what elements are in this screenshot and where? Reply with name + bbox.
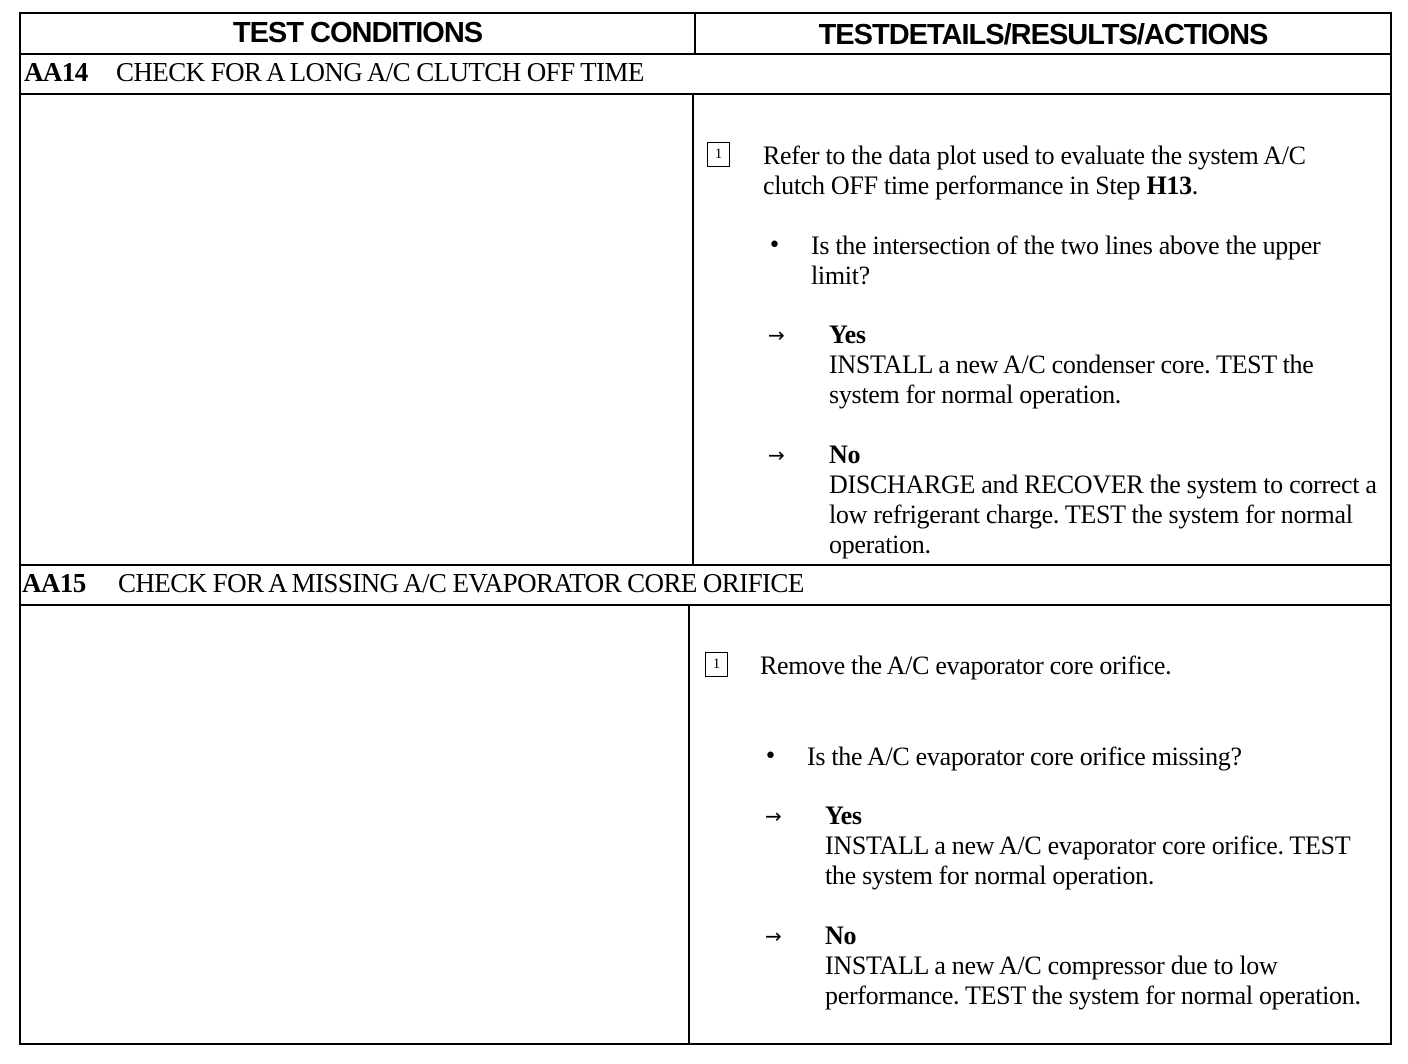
aa15-code: AA15 xyxy=(22,568,86,598)
aa14-step-ref: H13 xyxy=(1146,171,1192,200)
aa14-no-label: No xyxy=(829,440,861,469)
aa15-yes-label: Yes xyxy=(825,801,862,830)
aa14-step-number: 1 xyxy=(707,142,730,167)
aa14-bullet: • xyxy=(768,233,781,258)
header-test-details: TESTDETAILS/RESULTS/ACTIONS xyxy=(818,18,1268,51)
table-border-right xyxy=(1390,12,1392,1045)
aa15-no-action: INSTALL a new A/C compressor due to low performance. TEST the system for normal operation. xyxy=(825,951,1361,1010)
section-divider xyxy=(19,564,1392,566)
aa14-no-action: DISCHARGE and RECOVER the system to correct a low refrigerant charge. TEST the system for normal operation. xyxy=(829,470,1377,559)
aa14-title-row xyxy=(24,57,644,88)
table-border-bottom xyxy=(19,1043,1392,1045)
aa15-no-arrow: → xyxy=(765,924,782,948)
column-divider-aa14 xyxy=(692,93,694,566)
aa14-yes-action: INSTALL a new A/C condenser core. TEST the system for normal operation. xyxy=(829,350,1314,409)
aa14-no-arrow: → xyxy=(768,443,785,467)
aa14-title-divider xyxy=(19,93,1392,95)
aa15-bullet: • xyxy=(764,744,777,769)
aa15-title-divider xyxy=(19,604,1392,606)
aa14-step-text xyxy=(763,141,1363,201)
header-test-conditions: TEST CONDITIONS xyxy=(232,16,483,49)
aa15-question: Is the A/C evaporator core orifice missing? xyxy=(807,742,1242,771)
aa15-title: CHECK FOR A MISSING A/C EVAPORATOR CORE ORIFICE xyxy=(118,568,804,598)
aa15-title-row xyxy=(22,568,804,599)
aa14-question: Is the intersection of the two lines above the upper limit? xyxy=(811,231,1321,290)
aa14-step-end: . xyxy=(1191,171,1198,200)
aa15-no-label: No xyxy=(825,921,857,950)
aa14-title: CHECK FOR A LONG A/C CLUTCH OFF TIME xyxy=(116,57,644,87)
aa14-code: AA14 xyxy=(24,57,88,87)
aa14-yes-arrow: → xyxy=(768,323,785,347)
column-divider-aa15 xyxy=(688,604,690,1045)
aa15-step-number: 1 xyxy=(705,652,728,677)
aa15-yes-arrow: → xyxy=(765,804,782,828)
aa14-step-body: Refer to the data plot used to evaluate the system A/C clutch OFF time performance in Step xyxy=(763,141,1306,200)
aa15-step-text: Remove the A/C evaporator core orifice. xyxy=(760,651,1172,680)
aa14-yes-label: Yes xyxy=(829,320,866,349)
table-border-left xyxy=(19,12,21,1045)
aa15-yes-action: INSTALL a new A/C evaporator core orifice. TEST the system for normal operation. xyxy=(825,831,1350,890)
